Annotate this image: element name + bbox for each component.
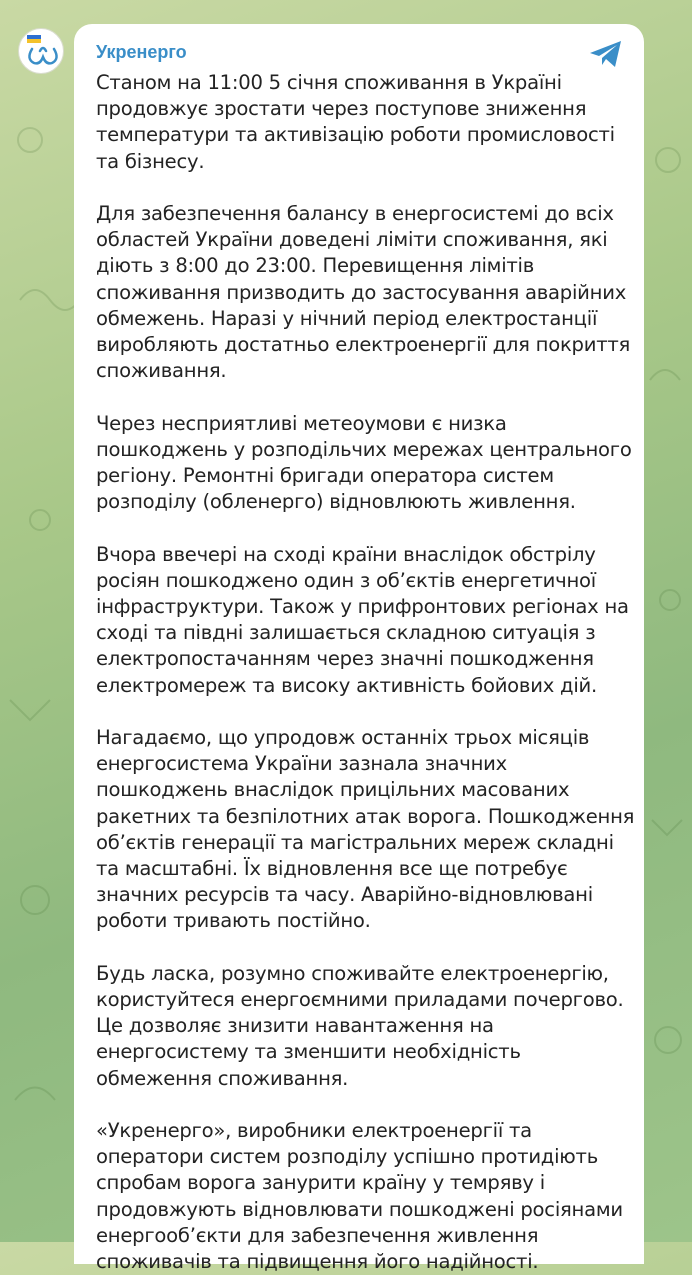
channel-name[interactable]: Укренерго — [96, 42, 187, 62]
message-text — [96, 70, 636, 1275]
ukrenergo-logo-icon — [19, 29, 64, 74]
message-paragraph: Станом на 11:00 5 січня споживання в Україні продовжує зростати через поступове зниження температури та активізацію роботи промисловості та бізнесу. — [96, 71, 615, 173]
message-paragraph: Будь ласка, розумно споживайте електроенергію, користуйтеся енергоємними приладами почергово. Це дозволяє знизити навантаження на енергосистему та зменшити необхідність обмеження споживання. — [96, 961, 624, 1090]
message-paragraph: Через несприятливі метеоумови є низка пошкоджень у розподільчих мережах центрального регіону. Ремонтні бригади оператора систем розподілу (обленерго) відновлюють живлення. — [96, 411, 632, 514]
telegram-send-icon[interactable] — [588, 38, 624, 70]
message-paragraph: Нагадаємо, що упродовж останніх трьох місяців енергосистема України зазнала значних пошкоджень внаслідок прицільних масованих ракетних та безпілотних атак ворога. Пошкодження об’єктів генерації та магістральних мереж складні та масштабні. Їх відновлення все ще потребує значних ресурсів та часу. Аварійно-відновлювані роботи тривають постійно. — [96, 726, 635, 933]
message-bubble — [74, 24, 644, 1274]
message-paragraph: Вчора ввечері на сході країни внаслідок обстрілу росіян пошкоджено один з об’єктів енергетичної інфраструктури. Також у прифронтових регіонах на сході та півдні залишається складною ситуація з електропостачанням через значні пошкодження електромереж та високу активність бойових дій. — [96, 542, 629, 697]
message-paragraph: Для забезпечення балансу в енергосистемі до всіх областей України доведені ліміти споживання, які діють з 8:00 до 23:00. Перевищення лімітів споживання призводить до застосування аварійних обмежень. Наразі у нічний період електростанції виробляють достатньо електроенергії для покриття споживання. — [96, 202, 631, 383]
message-paragraph: «Укренерго», виробники електроенергії та оператори систем розподілу успішно протидіють спробам ворога занурити країну у темряву і продовжують відновлювати пошкоджені росіянами енергооб’єкти для забезпечення живлення споживачів та підвищення його надійності. — [96, 1119, 623, 1274]
channel-avatar[interactable] — [18, 28, 64, 74]
